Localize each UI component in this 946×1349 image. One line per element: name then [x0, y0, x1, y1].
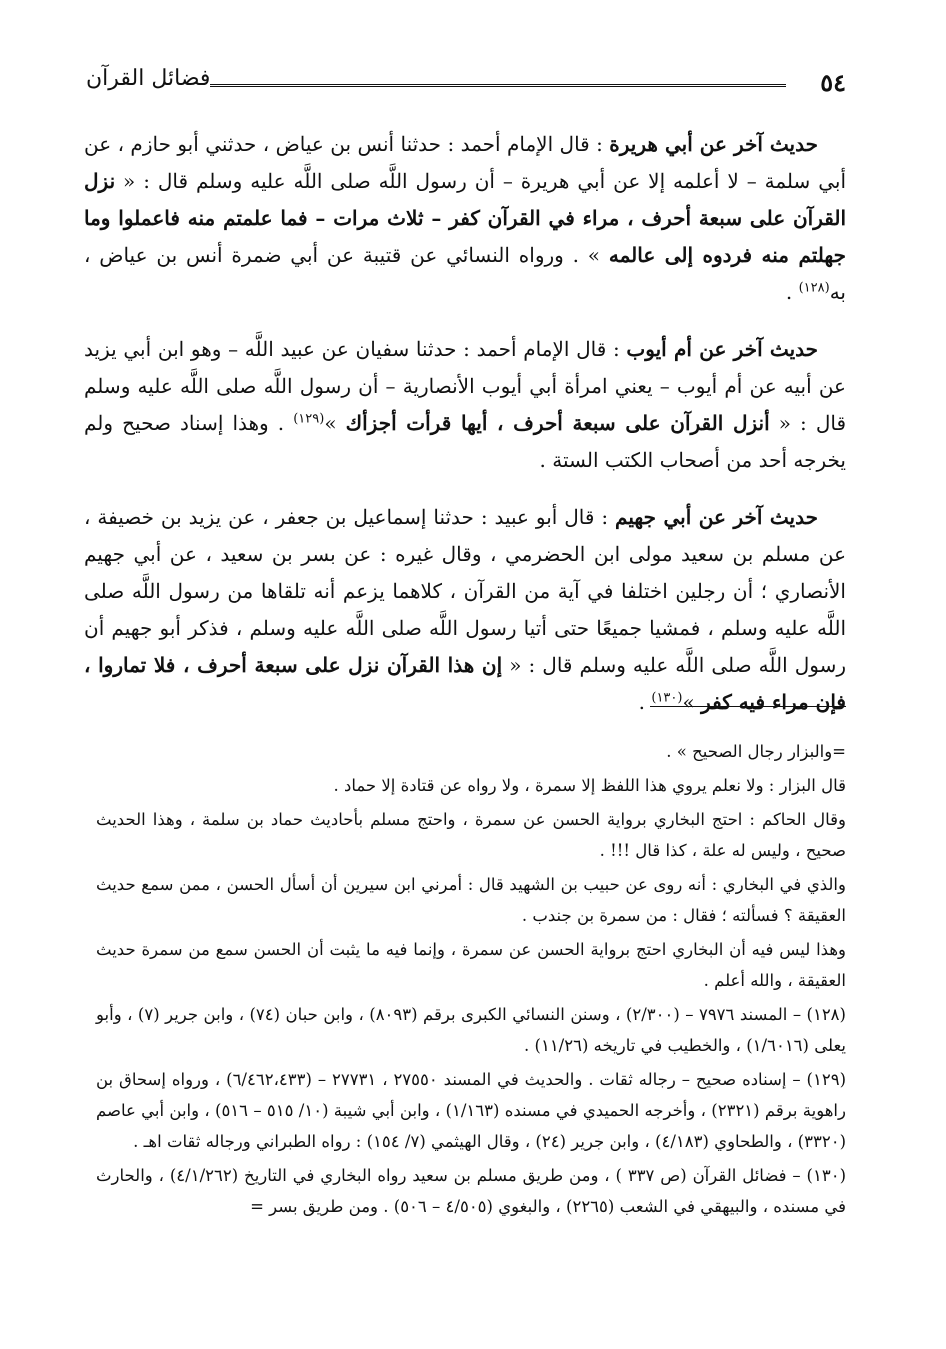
main-text	[84, 126, 846, 741]
footnotes	[96, 736, 846, 1225]
hadith-quote: إن هذا القرآن نزل على سبعة أحرف ، فلا تماروا ، فإن مراء فيه كفر	[84, 653, 846, 714]
hadith-paragraph	[84, 331, 846, 479]
body-text: .	[638, 690, 652, 714]
hadith-quote: أنزل القرآن على سبعة أحرف ، أيها قرأت أجزأك	[345, 411, 770, 435]
footnote-ref: (١٢٩)	[293, 411, 325, 427]
hadith-quote: نزل القرآن على سبعة أحرف ، مراء في القرآن كفر – ثلاث مرات – فما علمتم منه فاعملوا وما جهلتم منه فردوه إلى عالمه	[84, 169, 846, 267]
body-text: »	[682, 690, 702, 714]
body-text: » . ورواه النسائي عن قتيبة عن أبي ضمرة أنس بن عياض ، به	[84, 243, 846, 304]
hadith-heading: حديث آخر عن أم أيوب	[626, 337, 818, 361]
body-text: .	[785, 280, 799, 304]
running-header	[86, 64, 846, 104]
body-text: : قال أبو عبيد : حدثنا إسماعيل بن جعفر ، عن يزيد بن خصيفة ، عن مسلم بن سعيد مولى ابن الحضرمي ، وقال غيره : عن بسر بن سعيد ، عن أبي جهيم الأنصاري ؛ أن رجلين اختلفا في آية من القرآن ، كلاهما يزعم أنه تلقاها من رسول اللَّه صلى اللَّه عليه وسلم ، فمشيا جميعًا حتى أتيا رسول اللَّه صلى اللَّه عليه وسلم ، فذكر أبو جهيم أن رسول اللَّه صلى اللَّه عليه وسلم قال : «	[84, 505, 846, 677]
footnote-line: والذي في البخاري : أنه روى عن حبيب بن الشهيد قال : أمرني ابن سيرين أن أسأل الحسن ، ممن سمع حديث العقيقة ؟ فسألته ؛ فقال : من سمرة بن جندب .	[96, 875, 846, 925]
footnote-separator	[650, 706, 846, 707]
body-text: . وهذا إسناد صحيح ولم يخرجه أحد من أصحاب الكتب الستة .	[84, 411, 846, 472]
footnote-line: وهذا ليس فيه أن البخاري احتج برواية الحسن عن سمرة ، وإنما فيه ما يثبت أن الحسن سمع من سمرة حديث العقيقة ، والله أعلم .	[96, 940, 846, 990]
footnote-line: =والبزار رجال الصحيح » .	[666, 742, 846, 761]
body-text: »	[324, 411, 346, 435]
footnote-line: قال البزار : ولا نعلم يروي هذا اللفظ إلا سمرة ، ولا رواه عن قتادة إلا حماد .	[333, 776, 846, 795]
hadith-heading: حديث آخر عن أبي هريرة	[609, 132, 818, 156]
footnote-130: (١٣٠) – فضائل القرآن (ص ٣٣٧ ) ، ومن طريق مسلم بن سعيد رواه البخاري في التاريخ (٤/١/٢٦٢) ، والحارث في مسنده ، والبيهقي في الشعب (٢٢٦٥) ، والبغوي (٤/٥٠٥ – ٥٠٦) . ومن طريق بسر =	[96, 1166, 847, 1216]
header-rule	[210, 84, 786, 87]
running-title: فضائل القرآن	[86, 66, 211, 91]
footnote-128: (١٢٨) – المسند ٧٩٧٦ – (٢/٣٠٠) ، وسنن النسائي الكبرى برقم (٨٠٩٣) ، وابن حبان (٧٤) ، وابن جرير (٧) ، وأبو يعلى (١/٦٠١٦) ، والخطيب في تاريخه (١١/٢٦) .	[96, 1005, 846, 1055]
body-text: : قال الإمام أحمد : حدثنا سفيان عن عبيد اللَّه – وهو ابن أبي يزيد عن أبيه عن أم أيوب – يعني امرأة أبي أيوب الأنصارية – أن رسول اللَّه صلى اللَّه عليه وسلم قال : «	[84, 337, 847, 435]
footnote-ref: (١٢٨)	[798, 280, 830, 296]
body-text: : قال الإمام أحمد : حدثنا أنس بن عياض ، حدثني أبو حازم ، عن أبي سلمة – لا أعلمه إلا عن أبي هريرة – أن رسول اللَّه صلى اللَّه عليه وسلم قال : «	[84, 132, 846, 193]
footnote-129: (١٢٩) – إسناده صحيح – رجاله ثقات . والحديث في المسند ٢٧٥٥٠ ، ٢٧٧٣١ – (٦/٤٦٢،٤٣٣) ، ورواه إسحاق بن راهوية برقم (٢٣٢١) ، وأخرجه الحميدي في مسنده (١/١٦٣) ، وابن أبي شيبة (١٠/ ٥١٥ – ٥١٦) ، وابن أبي عاصم (٣٣٢٠) ، والطحاوي (٤/١٨٣) ، وابن جرير (٢٤) ، وقال الهيثمي (٧/ ١٥٤) : رواه الطبراني ورجاله ثقات اهـ .	[96, 1070, 846, 1151]
hadith-paragraph	[84, 126, 846, 311]
page-number: ٥٤	[820, 68, 846, 97]
footnote-line: وقال الحاكم : احتج البخاري برواية الحسن عن سمرة ، واحتج مسلم بأحاديث حماد بن سلمة ، وهذا الحديث صحيح ، وليس له علة ، كذا قال !!! .	[96, 810, 846, 860]
hadith-heading: حديث آخر عن أبي جهيم	[615, 505, 818, 529]
footnote-ref: (١٣٠)	[651, 690, 683, 706]
hadith-paragraph	[84, 499, 846, 721]
